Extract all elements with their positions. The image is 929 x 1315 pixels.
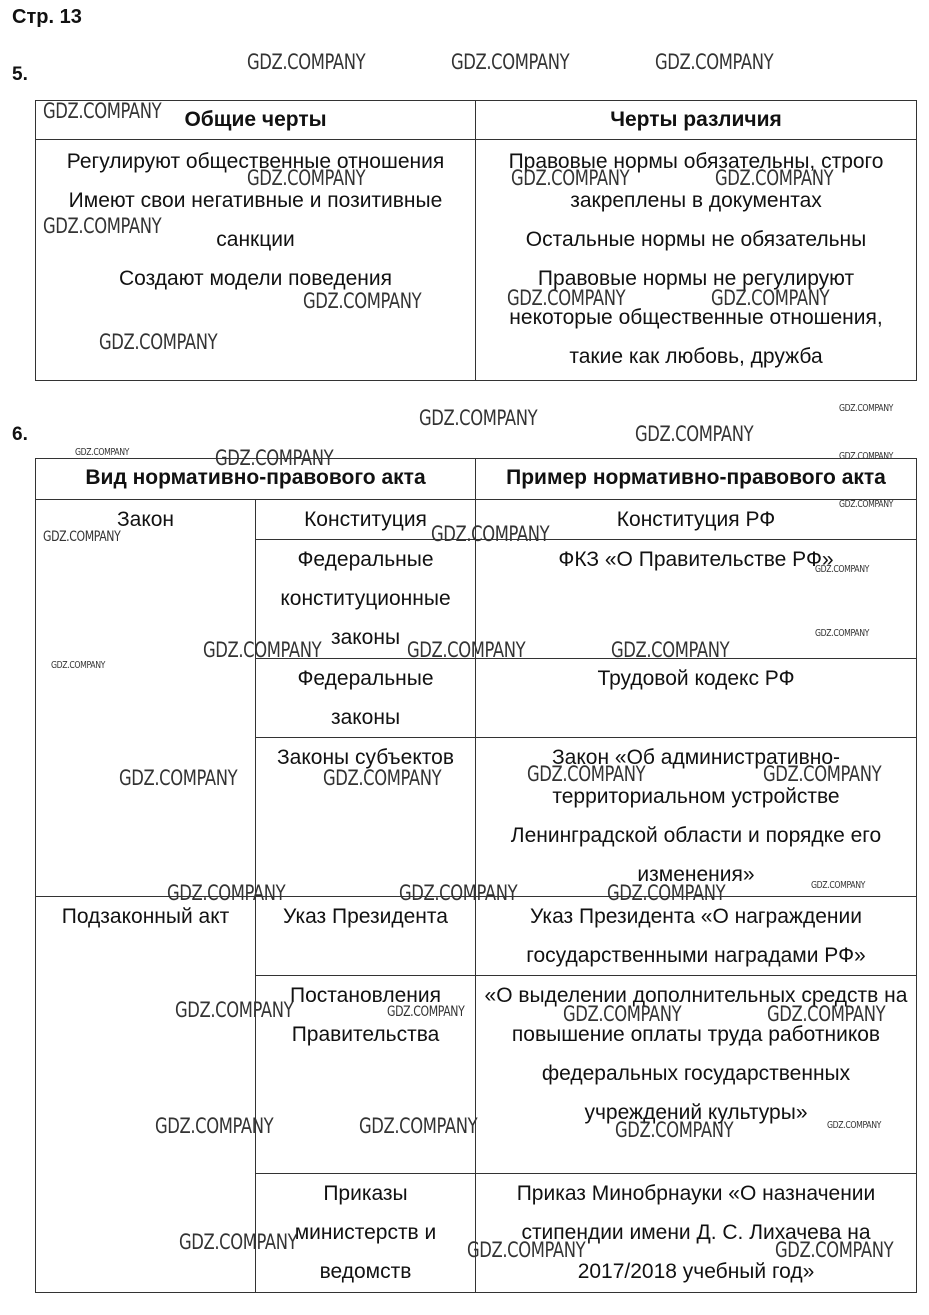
differences-cell [476,140,917,381]
act-type: Указ Президента [256,897,476,976]
task-5-table [35,100,917,381]
watermark: GDZ.COMPANY [399,881,518,905]
act-type: Постановления Правительства [256,976,476,1174]
watermark: GDZ.COMPANY [815,628,870,639]
watermark: GDZ.COMPANY [763,762,882,786]
header-act-example: Пример нормативно-правового акта [476,459,917,500]
watermark: GDZ.COMPANY [247,166,366,190]
header-act-kind: Вид нормативно-правового акта [36,459,476,500]
watermark: GDZ.COMPANY [767,1002,886,1026]
watermark: GDZ.COMPANY [827,1120,882,1131]
watermark: GDZ.COMPANY [203,638,322,662]
act-example: Конституция РФ [476,500,917,540]
task-6-table [35,458,917,1293]
watermark: GDZ.COMPANY [511,166,630,190]
watermark: GDZ.COMPANY [527,762,646,786]
act-kind-law: Закон [36,500,256,897]
watermark: GDZ.COMPANY [839,403,894,414]
watermark: GDZ.COMPANY [655,50,774,74]
watermark: GDZ.COMPANY [607,881,726,905]
watermark: GDZ.COMPANY [839,499,894,510]
watermark: GDZ.COMPANY [467,1238,586,1262]
watermark: GDZ.COMPANY [247,50,366,74]
act-kind-bylaw: Подзаконный акт [36,897,256,1293]
act-example: Трудовой кодекс РФ [476,659,917,738]
watermark: GDZ.COMPANY [775,1238,894,1262]
act-example: Закон «Об административно-территориальном устройстве Ленинградской области и порядке его изменения» [476,738,917,897]
watermark: GDZ.COMPANY [419,406,538,430]
watermark: GDZ.COMPANY [179,1230,298,1254]
watermark: GDZ.COMPANY [303,289,422,313]
watermark: GDZ.COMPANY [119,766,238,790]
header-differences: Черты различия [476,101,917,140]
act-type: Законы субъектов [256,738,476,897]
act-type: Федеральные законы [256,659,476,738]
watermark: GDZ.COMPANY [563,1002,682,1026]
difference-item: Остальные нормы не обязательны [525,228,867,251]
watermark: GDZ.COMPANY [43,529,121,545]
watermark: GDZ.COMPANY [431,522,550,546]
act-type: Конституция [256,500,476,540]
act-example: ФКЗ «О Правительстве РФ» [476,540,917,659]
watermark: GDZ.COMPANY [167,881,286,905]
act-example: Указ Президента «О награждении государственными наградами РФ» [476,897,917,976]
watermark: GDZ.COMPANY [51,660,106,671]
act-type: Приказы министерств и ведомств [256,1174,476,1293]
watermark: GDZ.COMPANY [507,286,626,310]
watermark: GDZ.COMPANY [635,422,754,446]
task-6-number: 6. [12,424,28,445]
watermark: GDZ.COMPANY [323,766,442,790]
watermark: GDZ.COMPANY [43,214,162,238]
difference-item: Правовые нормы не регулируют некоторые общественные отношения, такие как любовь, дружба [509,267,883,368]
watermark: GDZ.COMPANY [155,1114,274,1138]
common-trait-item: Имеют свои негативные и позитивные санкции [68,189,443,251]
watermark: GDZ.COMPANY [43,99,162,123]
watermark: GDZ.COMPANY [387,1004,465,1020]
watermark: GDZ.COMPANY [75,447,130,458]
common-traits-cell [36,140,476,381]
task-5-number: 5. [12,64,28,85]
act-type: Федеральные конституционные законы [256,540,476,659]
header-common-traits: Общие черты [36,101,476,140]
page-label: Стр. 13 [12,6,82,28]
act-example: «О выделении дополнительных средств на повышение оплаты труда работников федеральных государственных учреждений культуры» [476,976,917,1174]
watermark: GDZ.COMPANY [615,1118,734,1142]
watermark: GDZ.COMPANY [407,638,526,662]
watermark: GDZ.COMPANY [711,286,830,310]
watermark: GDZ.COMPANY [215,446,334,470]
watermark: GDZ.COMPANY [839,451,894,462]
watermark: GDZ.COMPANY [811,880,866,891]
watermark: GDZ.COMPANY [451,50,570,74]
watermark: GDZ.COMPANY [815,564,870,575]
watermark: GDZ.COMPANY [175,998,294,1022]
difference-item: Правовые нормы обязательны, строго закреплены в документах [508,150,884,212]
watermark: GDZ.COMPANY [99,330,218,354]
common-trait-item: Создают модели поведения [119,267,392,290]
act-example: Приказ Минобрнауки «О назначении стипендии имени Д. С. Лихачева на 2017/2018 учебный год» [476,1174,917,1293]
watermark: GDZ.COMPANY [359,1114,478,1138]
watermark: GDZ.COMPANY [715,166,834,190]
common-trait-item: Регулируют общественные отношения [66,150,445,173]
watermark: GDZ.COMPANY [611,638,730,662]
